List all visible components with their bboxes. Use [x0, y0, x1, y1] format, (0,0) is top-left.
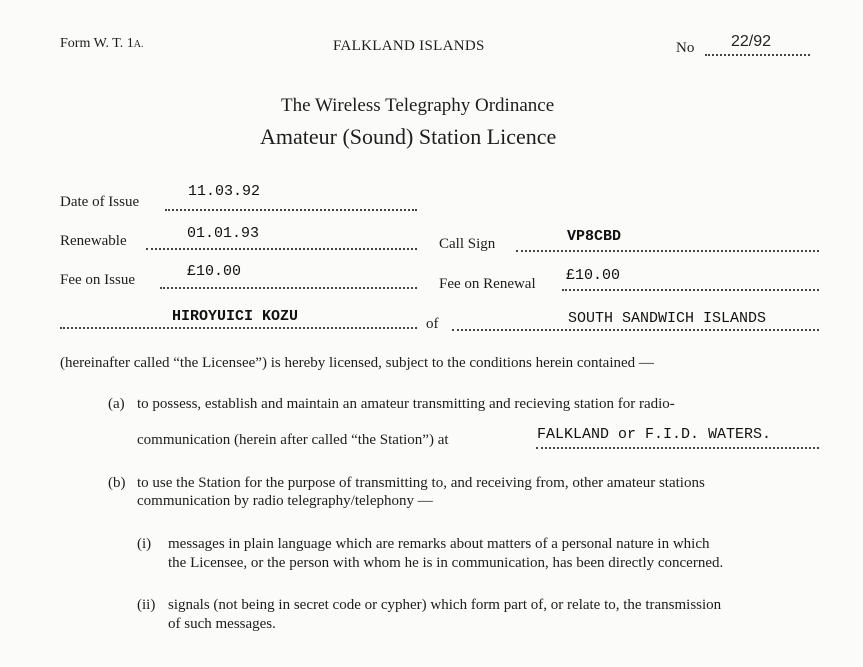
subcondition-i-marker: (i)	[137, 536, 152, 552]
form-number-suffix: A.	[133, 39, 144, 50]
date-of-issue-value: 11.03.92	[188, 183, 261, 200]
date-of-issue-label: Date of Issue	[60, 194, 140, 210]
subcondition-ii-line1: signals (not being in secret code or cypher) which form part of, or relate to, the transmission	[168, 597, 722, 613]
licensee-address-value: SOUTH SANDWICH ISLANDS	[568, 310, 767, 327]
call-sign-line	[516, 250, 819, 252]
licence-intro-text: (hereinafter called “the Licensee”) is hereby licensed, subject to the conditions herein contained —	[60, 355, 654, 371]
station-location-line	[536, 447, 819, 449]
condition-a-line2: communication (herein after called “the Station”) at	[137, 432, 449, 448]
renewable-value: 01.01.93	[187, 225, 260, 242]
licence-number-label: No	[676, 40, 695, 56]
ordinance-title: The Wireless Telegraphy Ordinance	[281, 95, 555, 116]
call-sign-value: VP8CBD	[567, 228, 622, 245]
condition-b-marker: (b)	[108, 475, 126, 491]
condition-a-marker: (a)	[108, 396, 125, 412]
form-number-label	[60, 36, 144, 52]
form-number-text: Form W. T. 1	[60, 36, 134, 51]
condition-b-line1: to use the Station for the purpose of transmitting to, and receiving from, other amateur stations	[137, 475, 705, 491]
of-label: of	[426, 316, 439, 332]
condition-b-line2: communication by radio telegraphy/telephony —	[137, 493, 433, 509]
territory-heading: FALKLAND ISLANDS	[333, 38, 485, 54]
licensee-address-line	[452, 329, 819, 331]
licence-number-line	[705, 54, 810, 56]
licence-title: Amateur (Sound) Station Licence	[260, 124, 557, 149]
subcondition-ii-line2: of such messages.	[168, 616, 276, 632]
date-of-issue-line	[165, 209, 417, 211]
subcondition-i-line2: the Licensee, or the person with whom he is in communication, has been directly concerned.	[168, 555, 724, 571]
licensee-name-line	[60, 327, 417, 329]
fee-on-renewal-value: £10.00	[566, 267, 621, 284]
renewable-label: Renewable	[60, 233, 127, 249]
fee-on-issue-line	[160, 287, 417, 289]
call-sign-label: Call Sign	[439, 236, 496, 252]
licensee-name-value: HIROYUICI KOZU	[172, 308, 299, 325]
licence-number-value: 22/92	[731, 33, 772, 50]
station-location-value: FALKLAND or F.I.D. WATERS.	[537, 426, 772, 443]
fee-on-issue-label: Fee on Issue	[60, 272, 135, 288]
renewable-line	[146, 248, 417, 250]
fee-on-renewal-line	[562, 289, 819, 291]
fee-on-renewal-label: Fee on Renewal	[439, 276, 536, 292]
fee-on-issue-value: £10.00	[187, 263, 242, 280]
subcondition-ii-marker: (ii)	[137, 597, 156, 613]
condition-a-line1: to possess, establish and maintain an amateur transmitting and recieving station for radio-	[137, 396, 675, 412]
subcondition-i-line1: messages in plain language which are remarks about matters of a personal nature in which	[168, 536, 710, 552]
